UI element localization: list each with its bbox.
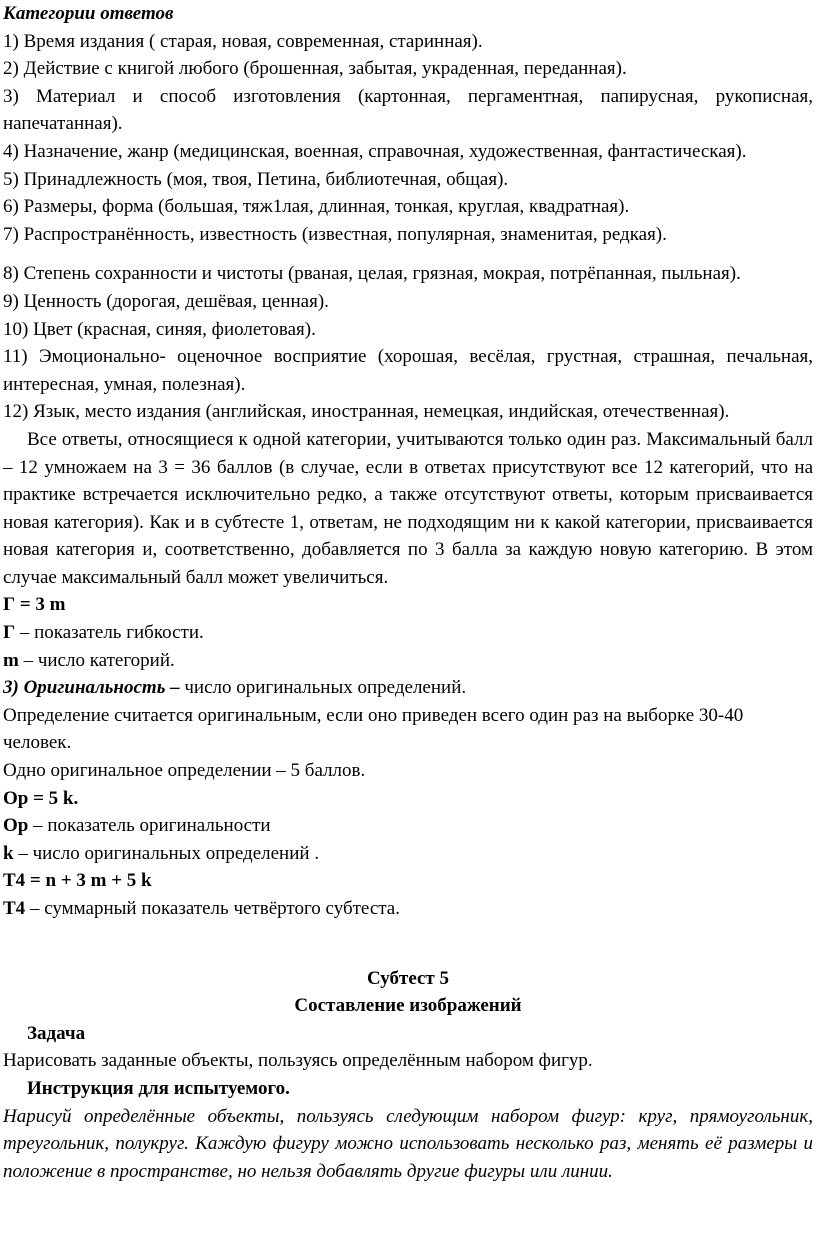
spacer	[3, 923, 813, 965]
flexibility-formula: Г = 3 m	[3, 594, 66, 616]
category-item-4: 4) Назначение, жанр (медицинская, военная, справочная, художественная, фантастическая).	[3, 140, 747, 162]
k-term: k	[3, 842, 14, 864]
categories-heading: Категории ответов	[3, 3, 174, 24]
m-description: – число категорий.	[18, 649, 175, 671]
scoring-paragraph: Все ответы, относящиеся к одной категории, учитываются только один раз. Максимальный балл – 12 умножаем на 3 = 36 баллов (в случае, если в ответах присутствуют все 12 категорий, что на практике встречается исключительно редко, а также отсутствуют ответы, которым присваивается новая категория). Как и в субтесте 1, ответам, не подходящим ни к какой категории, присваивается новая категория и, соответственно, добавляется по 3 балла за каждую новую категорию. В этом случае максимальный балл может увеличиться.	[3, 428, 813, 588]
instruction-heading: Инструкция для испытуемого.	[27, 1077, 290, 1099]
t4-formula: Т4 = n + 3 m + 5 k	[3, 870, 152, 892]
originality-definition: Определение считается оригинальным, если оно приведен всего один раз на выборке 30-40 человек.	[3, 704, 744, 754]
category-item-2: 2) Действие с книгой любого (брошенная, забытая, украденная, переданная).	[3, 58, 627, 80]
category-item-12: 12) Язык, место издания (английская, иностранная, немецкая, индийская, отечественная).	[3, 401, 730, 423]
category-item-7: 7) Распространённость, известность (известная, популярная, знаменитая, редкая).	[3, 223, 667, 245]
t4-term: Т4	[3, 898, 26, 919]
originality-formula: Ор = 5 k.	[3, 787, 79, 809]
g-description: – показатель гибкости.	[15, 622, 204, 644]
category-item-6: 6) Размеры, форма (большая, тяж1лая, длинная, тонкая, круглая, квадратная).	[3, 196, 630, 218]
subtest-title: Субтест 5	[366, 967, 449, 989]
t4-description: – суммарный показатель четвёртого субтеста.	[25, 898, 400, 919]
op-description: – показатель оригинальности	[28, 815, 271, 837]
m-term: m	[3, 649, 19, 671]
task-heading: Задача	[27, 1022, 86, 1044]
k-description: – число оригинальных определений .	[13, 842, 320, 864]
originality-heading	[3, 674, 813, 702]
category-item-3: 3) Материал и способ изготовления (картонная, пергаментная, папирусная, рукописная, напечатанная).	[3, 85, 813, 135]
category-item-1: 1) Время издания ( старая, новая, современная, старинная).	[3, 30, 483, 52]
g-term: Г	[3, 622, 16, 644]
category-item-9: 9) Ценность (дорогая, дешёвая, ценная).	[3, 290, 329, 312]
category-item-5: 5) Принадлежность (моя, твоя, Петина, библиотечная, общая).	[3, 168, 509, 190]
instruction-text: Нарисуй определённые объекты, пользуясь следующим набором фигур: круг, прямоугольник, треугольник, полукруг. Каждую фигуру можно использовать несколько раз, менять её размеры и положение в пространстве, но нельзя добавлять другие фигуры или линии.	[3, 1105, 813, 1182]
spacer	[3, 248, 813, 260]
task-text: Нарисовать заданные объекты, пользуясь определённым набором фигур.	[3, 1050, 593, 1072]
category-item-10: 10) Цвет (красная, синяя, фиолетовая).	[3, 318, 316, 340]
originality-term: 3) Оригинальность –	[3, 677, 180, 699]
t4-definition	[3, 895, 813, 923]
subtest-subtitle: Составление изображений	[294, 995, 522, 1017]
flexibility-g-definition	[3, 619, 813, 647]
flexibility-m-definition	[3, 647, 813, 675]
op-term: Ор	[3, 815, 29, 837]
originality-description: число оригинальных определений.	[179, 677, 467, 699]
originality-k-definition	[3, 840, 813, 868]
originality-op-definition	[3, 812, 813, 840]
originality-score: Одно оригинальное определении – 5 баллов.	[3, 760, 366, 782]
category-item-11: 11) Эмоционально- оценочное восприятие (хорошая, весёлая, грустная, страшная, печальная, интересная, умная, полезная).	[3, 346, 813, 395]
category-item-8: 8) Степень сохранности и чистоты (рваная, целая, грязная, мокрая, потрёпанная, пыльная).	[3, 263, 741, 285]
